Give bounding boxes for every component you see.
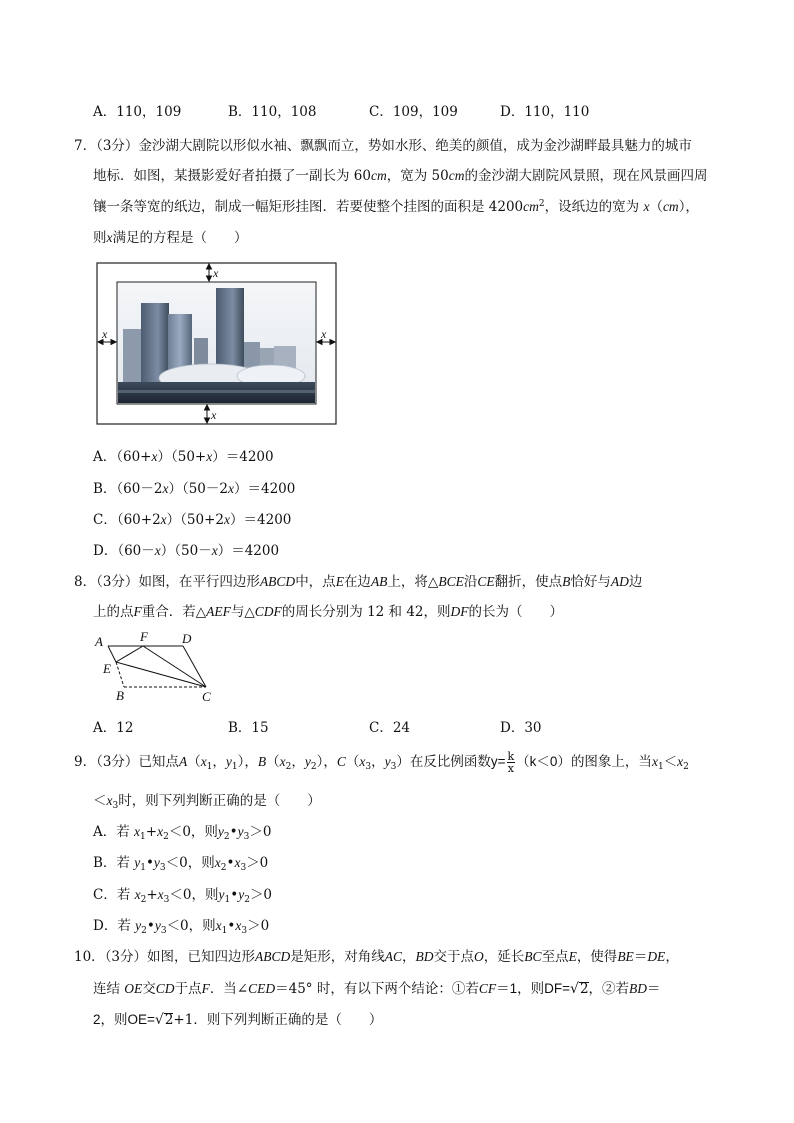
sqrt-radicand: 2 — [164, 1012, 174, 1028]
label-F: F — [140, 629, 148, 644]
v: DF — [450, 604, 469, 619]
v: y — [384, 754, 391, 769]
opt-x: x — [154, 543, 161, 558]
t: 已知点 — [138, 754, 179, 770]
v: x — [157, 887, 164, 902]
s: 2 — [223, 832, 230, 842]
label-x-left: x — [102, 327, 108, 341]
func-y: y= — [490, 754, 506, 769]
opt-x: x — [160, 512, 167, 527]
opt-text: ）＝4200 — [217, 543, 280, 559]
s: 2 — [310, 762, 317, 772]
t: ，②若 — [588, 981, 630, 997]
v: ABCD — [259, 574, 296, 589]
opt-text: ）（50+ — [157, 449, 207, 465]
t: 在边 — [343, 574, 371, 590]
q8-option-a[interactable]: A．12 — [93, 720, 134, 736]
v: C — [336, 754, 346, 769]
v: O — [474, 949, 484, 964]
t: ＜ — [663, 754, 678, 770]
q7-score: （3分） — [96, 138, 139, 154]
q7-sup: 2 — [538, 199, 545, 209]
s: 3 — [163, 895, 170, 905]
t: ＜ — [93, 793, 107, 809]
t: ＝ — [633, 949, 648, 965]
t: 翻折，使点 — [494, 574, 563, 590]
opt-text: ）＝4200 — [233, 481, 296, 497]
t: 是矩形，对角线 — [290, 949, 385, 965]
q7-text4a: 则 — [93, 230, 107, 246]
q7-option-c[interactable] — [93, 508, 291, 528]
q6-option-c[interactable]: C．109，109 — [369, 104, 458, 120]
t: ＝ — [647, 981, 661, 997]
label-x-bottom: x — [211, 408, 217, 422]
t: 的长为（ ） — [468, 604, 564, 620]
s: 1 — [657, 762, 664, 772]
v: E — [568, 949, 577, 964]
s: 2 — [285, 762, 292, 772]
q9-option-c[interactable] — [93, 883, 272, 903]
q7-option-a[interactable] — [93, 445, 274, 465]
q7-var-x: x — [643, 199, 650, 214]
seg-EB — [116, 662, 124, 687]
t: 如图，在平行四边形 — [138, 574, 260, 590]
q7-var-x-2: x — [106, 230, 113, 245]
t: ＝1，则DF= — [496, 981, 571, 996]
s: 3 — [390, 762, 397, 772]
t: ） — [396, 754, 410, 770]
label-D: D — [182, 631, 192, 646]
v: y — [134, 855, 141, 870]
q7-text2c: 的金沙湖大剧院风景照，现在风景画四周 — [464, 168, 708, 184]
v: x — [359, 754, 366, 769]
t: 交于点 — [433, 949, 475, 965]
v: BD — [415, 949, 434, 964]
opt-x: x — [227, 481, 234, 496]
t: 中，点 — [295, 574, 336, 590]
t: ） — [316, 754, 324, 770]
q7-unit-cm-2: cm — [448, 168, 465, 183]
label-B: B — [116, 688, 124, 703]
v: DE — [647, 949, 666, 964]
t: （ — [266, 754, 280, 770]
q10-line3 — [93, 1008, 382, 1028]
q9-option-d[interactable] — [93, 914, 269, 934]
v: x — [677, 754, 684, 769]
q8-number: 8． — [74, 574, 97, 590]
sqrt-icon: √ — [570, 981, 579, 997]
q7-text3b: ，设纸边的宽为 — [544, 199, 644, 215]
label-A: A — [95, 634, 103, 649]
t: 上，将△ — [387, 574, 439, 590]
s: 2 — [140, 895, 147, 905]
seg-FC — [143, 646, 206, 687]
t: （ — [345, 754, 360, 770]
opt-text: ）＝4200 — [212, 449, 274, 465]
t: ＞0 — [249, 887, 273, 903]
v: BCE — [438, 574, 464, 589]
v: CF — [478, 981, 497, 996]
v: BE — [617, 949, 634, 964]
s: 3 — [112, 801, 119, 811]
v: x — [279, 754, 286, 769]
sqrt-icon: √ — [154, 1012, 164, 1028]
t: ，则 — [191, 887, 219, 903]
t: + — [146, 887, 158, 903]
t: ， — [244, 754, 258, 770]
q7-unit-cm-3: cm — [523, 199, 539, 214]
t: ．当∠ — [209, 981, 249, 997]
q6-option-d[interactable]: D．110，110 — [500, 104, 590, 120]
v: B — [257, 754, 267, 769]
v: x — [651, 754, 658, 769]
q6-option-b[interactable]: B．110，108 — [228, 104, 317, 120]
t: ，延长 — [483, 949, 525, 965]
v: A — [178, 754, 188, 769]
q7-unit-cm-4: cm — [662, 199, 679, 214]
q8-option-c[interactable]: C．24 — [369, 720, 411, 736]
s: 3 — [160, 926, 167, 936]
t: • — [227, 918, 236, 934]
t: ＞0 — [249, 824, 272, 840]
q6-option-a[interactable]: A．110，109 — [93, 104, 182, 120]
seg-DC — [183, 646, 206, 687]
label-E: E — [103, 661, 111, 676]
v: BC — [524, 949, 542, 964]
v: E — [335, 574, 344, 589]
q10-number: 10． — [74, 949, 105, 965]
opt-text: ）（50+2 — [166, 512, 225, 528]
fraction-k-over-x — [507, 751, 516, 774]
opt-text: C．（60+2 — [93, 512, 161, 528]
v: x — [134, 887, 141, 902]
s: 3 — [240, 863, 247, 873]
t: 至点 — [541, 949, 569, 965]
q8-line1 — [74, 570, 642, 590]
q7-text2b: ，宽为 50 — [386, 168, 449, 184]
opt-x: x — [151, 449, 158, 464]
t: ，则 — [187, 855, 215, 871]
s: 1 — [140, 832, 146, 842]
t: 恰好与 — [570, 574, 611, 590]
v: x — [134, 824, 141, 839]
v: x — [215, 918, 222, 933]
seg-EC — [116, 662, 206, 687]
q7-line4 — [93, 226, 248, 246]
t: 与△ — [230, 604, 255, 620]
v: AB — [370, 574, 388, 589]
t: ＞0 — [247, 918, 270, 934]
v: ABCD — [255, 949, 291, 964]
q8-option-b[interactable]: B．15 — [228, 720, 269, 736]
opt-text: D．（60－ — [93, 543, 155, 559]
t: • — [226, 855, 235, 871]
q7-unit-cm: cm — [370, 168, 387, 183]
q7-rp: ）， — [678, 199, 699, 215]
v: CED — [248, 981, 276, 996]
s: 1 — [140, 863, 146, 873]
s: 3 — [241, 926, 248, 936]
t: 重合．若△ — [141, 604, 207, 620]
v: AD — [610, 574, 629, 589]
q7-line3 — [93, 195, 699, 215]
v: y — [217, 824, 224, 839]
s: 2 — [163, 832, 169, 842]
opt-x: x — [224, 512, 231, 527]
v: x — [235, 918, 242, 933]
opt-text: A．（60+ — [93, 449, 152, 465]
t: 边 — [628, 574, 643, 590]
v: y — [225, 754, 232, 769]
q7-figure — [96, 262, 338, 427]
t: ， — [323, 754, 337, 770]
opt-x: x — [162, 481, 169, 496]
t: ＝45° 时，有以下两个结论：①若 — [275, 981, 479, 997]
q7-line2 — [93, 164, 707, 184]
opt-text: ）＝4200 — [230, 512, 292, 528]
t: • — [230, 887, 239, 903]
q7-option-b[interactable] — [93, 477, 295, 497]
v: B — [562, 574, 571, 589]
seg-AE — [108, 646, 116, 662]
s: 1 — [224, 895, 231, 905]
q9-number: 9． — [74, 754, 97, 770]
s: 2 — [141, 926, 147, 936]
s: 2 — [683, 762, 689, 772]
v: x — [200, 754, 207, 769]
t: ， — [291, 754, 305, 770]
frac-num: k — [507, 750, 515, 763]
k-condition: （k＜0） — [516, 754, 571, 769]
t: ＜0 — [165, 855, 188, 871]
v: AC — [384, 949, 403, 964]
t: ，则 — [190, 824, 218, 840]
opt-x: x — [211, 543, 218, 558]
v: AEF — [206, 604, 231, 619]
v: CDF — [254, 604, 282, 619]
v: x — [106, 793, 113, 808]
q8-score: （3分） — [96, 574, 139, 590]
q7-line1 — [74, 134, 692, 154]
t: ， — [665, 949, 679, 965]
t: ， — [371, 754, 385, 770]
t: 连结 — [93, 981, 125, 997]
t: • — [145, 855, 154, 871]
t: B．若 — [93, 855, 135, 871]
q9-score: （3分） — [96, 754, 139, 770]
q10-line1 — [74, 945, 679, 965]
t: ＜0 — [168, 824, 191, 840]
opt-x: x — [206, 449, 213, 464]
s: 3 — [159, 863, 166, 873]
q7-option-d[interactable] — [93, 539, 279, 559]
t: 2，则OE= — [93, 1012, 155, 1027]
v: x — [234, 855, 241, 870]
t: • — [146, 918, 155, 934]
t: D．若 — [93, 918, 136, 934]
t: + — [145, 824, 158, 840]
q7-number: 7． — [74, 138, 97, 154]
s: 3 — [365, 762, 372, 772]
t: 于点 — [174, 981, 202, 997]
s: 1 — [231, 762, 238, 772]
opt-text: ）（50－ — [160, 543, 212, 559]
q7-text4b: 满足的方程是（ ） — [112, 230, 248, 246]
t: 的图象上，当 — [570, 754, 652, 770]
s: 2 — [220, 863, 227, 873]
t: 如图，已知四边形 — [147, 949, 256, 965]
q9-line2 — [93, 789, 321, 809]
t: ，使得 — [576, 949, 618, 965]
v: y — [304, 754, 311, 769]
v: x — [214, 855, 221, 870]
q8-figure — [88, 628, 218, 706]
t: +1．则下列判断正确的是（ ） — [173, 1012, 383, 1028]
q7-text1: 金沙湖大剧院以形似水袖、飘飘而立，势如水形、绝美的颜值，成为金沙湖畔最具魅力的城市 — [138, 138, 692, 154]
q7-lp: （ — [649, 199, 663, 215]
s: 1 — [221, 926, 228, 936]
q9-option-b[interactable] — [93, 851, 268, 871]
v: BD — [629, 981, 648, 996]
t: 在反比例函数 — [409, 754, 491, 770]
t: ＜0 — [169, 887, 192, 903]
opt-text: B．（60－2 — [93, 481, 163, 497]
s: 1 — [206, 762, 213, 772]
q7-text2a: 地标．如图，某摄影爱好者拍摄了一副长为 60 — [93, 168, 371, 184]
t: 交 — [142, 981, 156, 997]
t: ， — [212, 754, 226, 770]
q9-line1 — [74, 750, 689, 774]
v: y — [218, 887, 225, 902]
q10-line2 — [93, 977, 661, 997]
v: CE — [477, 574, 495, 589]
sqrt-radicand: 2 — [579, 981, 589, 997]
v: x — [157, 824, 164, 839]
v: F — [201, 981, 210, 996]
q10-score: （3分） — [104, 949, 148, 965]
t: ＞0 — [246, 855, 269, 871]
t: • — [229, 824, 238, 840]
v: y — [154, 918, 161, 933]
label-x-top: x — [213, 266, 219, 280]
t: 时，则下列判断正确的是（ ） — [118, 793, 321, 809]
v: y — [135, 918, 142, 933]
seg-EF — [116, 646, 143, 662]
t: （ — [187, 754, 201, 770]
v: F — [133, 604, 142, 619]
q7-text3a: 镶一条等宽的纸边，制成一幅矩形挂图．若要使整个挂图的面积是 4200 — [93, 199, 524, 215]
q9-option-a[interactable] — [93, 820, 271, 840]
v: OE — [124, 981, 143, 996]
s: 3 — [243, 832, 250, 842]
t: ，则 — [188, 918, 216, 934]
label-x-right: x — [321, 327, 327, 341]
opt-text: ）（50－2 — [168, 481, 228, 497]
t: 的周长分别为 12 和 42，则 — [281, 604, 451, 620]
q8-line2 — [93, 600, 563, 620]
v: y — [237, 824, 244, 839]
t: ＜0 — [166, 918, 189, 934]
q8-option-d[interactable]: D．30 — [500, 720, 542, 736]
frac-den: x — [507, 762, 514, 775]
s: 2 — [244, 895, 250, 905]
t: A．若 — [93, 824, 135, 840]
v: CD — [155, 981, 175, 996]
t: ） — [237, 754, 245, 770]
t: 上的点 — [93, 604, 134, 620]
t: ， — [402, 949, 416, 965]
label-C: C — [202, 689, 211, 704]
t: C．若 — [93, 887, 135, 903]
t: 沿 — [463, 574, 478, 590]
v: y — [153, 855, 160, 870]
v: y — [238, 887, 245, 902]
